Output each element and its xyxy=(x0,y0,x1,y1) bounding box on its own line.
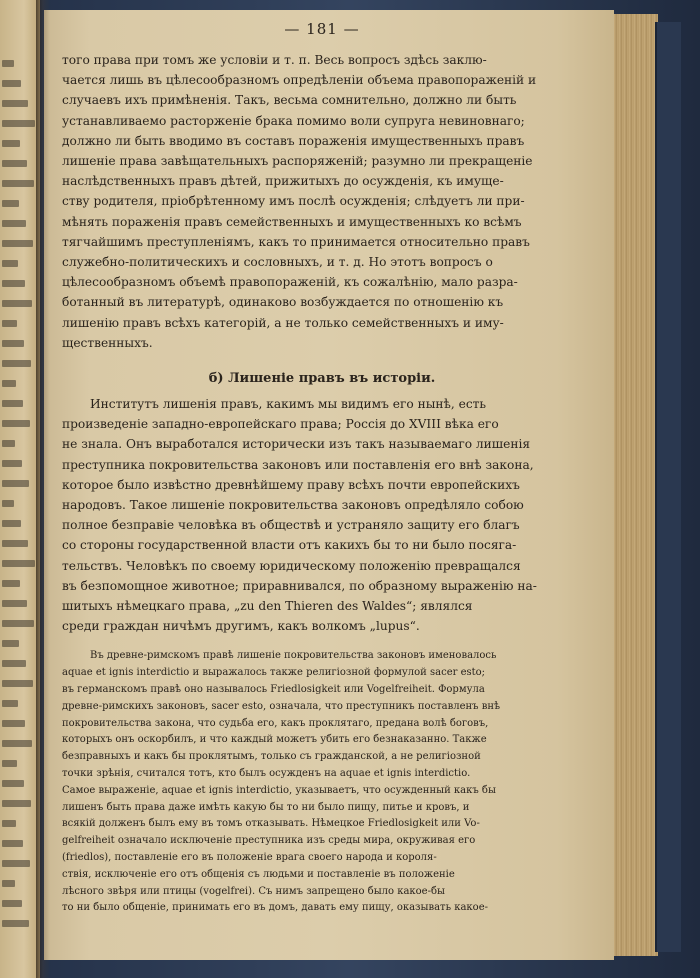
left-page-text-fragment xyxy=(2,320,17,327)
footnote-line: всякій долженъ былъ ему въ томъ отказывать. Нѣмецкое Friedlosigkeit или Vo- xyxy=(62,818,480,830)
left-page-text-fragment xyxy=(2,200,19,207)
left-page-text-fragment xyxy=(2,740,32,747)
left-page-text-fragment xyxy=(2,920,29,927)
left-page-text-fragment xyxy=(2,180,34,187)
para2-line: въ безпомощное животное; приравнивался, по образному выраженію на- xyxy=(62,578,537,593)
left-page-text-fragment xyxy=(2,360,31,367)
left-page-text-fragment xyxy=(2,600,27,607)
left-page-text-fragment xyxy=(2,280,25,287)
footnote-line: Самое выраженіе, aquae et ignis interdictio, указываетъ, что осужденный какъ бы xyxy=(62,784,496,796)
left-page-text-fragment xyxy=(2,540,28,547)
footnote-line: Въ древне-римскомъ правѣ лишеніе покровительства законовъ именовалось xyxy=(90,650,497,662)
left-page-text-fragment xyxy=(2,260,18,267)
para1-line: ботанный въ литературѣ, одинаково возбуждается по отношенію къ xyxy=(62,295,504,310)
footnote-line: въ германскомъ правѣ оно называлось Friedlosigkeit или Vogelfreiheit. Формула xyxy=(62,684,485,696)
left-page-text-fragment xyxy=(2,580,20,587)
left-page-text-fragment xyxy=(2,300,32,307)
left-page-text-fragment xyxy=(2,60,14,67)
left-page-text-fragment xyxy=(2,720,25,727)
left-page-text-fragment xyxy=(2,880,15,887)
footnote-line: покровительства закона, что судьба его, какъ проклятаго, предана волѣ боговъ, xyxy=(62,717,489,729)
section-heading: б) Лишеніе правъ въ исторіи. xyxy=(208,371,436,387)
footnote-line: которыхъ онъ оскорбилъ, и что каждый можетъ убить его безнаказанно. Также xyxy=(62,734,487,746)
para1-line: лишенію правъ всѣхъ категорій, а не только семейственныхъ и иму- xyxy=(62,315,504,330)
left-page-text-fragment xyxy=(2,680,33,687)
footnote-line: лѣсного звѣря или птицы (vogelfrei). Съ нимъ запрещено было какое-бы xyxy=(62,885,445,897)
footnote-line: (friedlos), поставленіе его въ положеніе врага своего народа и короля- xyxy=(62,852,437,864)
left-facing-page xyxy=(0,0,40,978)
left-page-text-fragment xyxy=(2,160,27,167)
left-page-text-fragment xyxy=(2,820,16,827)
left-page-text-fragment xyxy=(2,640,19,647)
book-cover-edge xyxy=(655,22,681,952)
left-page-text-fragment xyxy=(2,140,20,147)
left-page-text-fragment xyxy=(2,100,28,107)
left-page-text-fragment xyxy=(2,900,22,907)
footnote-line: точки зрѣнія, считался тотъ, кто былъ осужденъ на aquae et ignis interdictio. xyxy=(62,768,471,780)
left-page-text-fragment xyxy=(2,760,17,767)
left-page-text-fragment xyxy=(2,800,31,807)
para2-line: среди граждан ничѣмъ другимъ, какъ волкомъ „lupus“. xyxy=(62,619,420,634)
para2-line: которое было извѣстно древнѣйшему праву всѣхъ почти европейскихъ xyxy=(62,477,520,492)
para1-line: устанавливаемо расторженіе брака помимо воли супруга невиновнаго; xyxy=(62,113,525,128)
footnote-line: то ни было общеніе, принимать его въ домъ, давать ему пищу, оказывать какое- xyxy=(62,902,488,914)
para2-line: тельствъ. Человѣкъ по своему юридическому положенію превращался xyxy=(62,558,521,573)
footnote-line: ствія, исключеніе его отъ общенія съ людьми и поставленіе въ положеніе xyxy=(62,868,455,880)
left-page-text-fragment xyxy=(2,340,24,347)
para1-line: должно ли быть вводимо въ составъ пораженія имущественныхъ правъ xyxy=(62,133,525,148)
left-page-text-fragment xyxy=(2,700,18,707)
left-page-text-fragment xyxy=(2,780,24,787)
left-page-text-fragment xyxy=(2,80,21,87)
footnote-line: древне-римскихъ законовъ, sacer esto, означала, что преступникъ поставленъ внѣ xyxy=(62,700,501,712)
para2-line: произведеніе западно-европейскаго права; Россія до XVIII вѣка его xyxy=(62,417,499,432)
para2-line: со стороны государственной власти отъ какихъ бы то ни было посяга- xyxy=(62,538,517,553)
para2-line: полное безправіе человѣка въ обществѣ и устраняло защиту его благъ xyxy=(62,518,520,533)
para1-line: чается лишь въ цѣлесообразномъ опредѣленіи объема правопораженій и xyxy=(62,73,537,88)
left-page-text-fragment xyxy=(2,520,21,527)
page-edge-stack xyxy=(608,14,658,956)
para2-line: не знала. Онъ выработался исторически изъ такъ называемаго лишенія xyxy=(62,437,531,452)
para1-line: ству родителя, пріобрѣтенному имъ послѣ осужденія; слѣдуетъ ли при- xyxy=(62,194,525,209)
left-page-text-fragment xyxy=(2,480,29,487)
left-page-text-fragment xyxy=(2,560,35,567)
left-page-text-fragment xyxy=(2,120,35,127)
page-content xyxy=(62,20,582,917)
left-page-text-fragment xyxy=(2,440,15,447)
para1-line: наслѣдственныхъ правъ дѣтей, прижитыхъ до осужденія, къ имуще- xyxy=(62,174,504,189)
para2-line: народовъ. Такое лишеніе покровительства законовъ опредѣляло собою xyxy=(62,498,524,513)
para1-line: того права при томъ же условіи и т. п. Весь вопросъ здѣсь заклю- xyxy=(62,53,487,67)
para1-line: мѣнять пораженія правъ семейственныхъ и имущественныхъ ко всѣмъ xyxy=(62,214,522,229)
footnote xyxy=(62,648,582,917)
para2-line: шитыхъ нѣмецкаго права, „zu den Thieren des Waldes“; являлся xyxy=(62,599,473,614)
left-page-text-fragment xyxy=(2,460,22,467)
para1-line: случаевъ ихъ примѣненія. Такъ, весьма сомнительно, должно ли быть xyxy=(62,93,517,108)
para1-line: тягчайшимъ преступленіямъ, какъ то принимается относительно правъ xyxy=(62,234,530,249)
para1-line: щественныхъ. xyxy=(62,335,153,350)
left-page-text-fragment xyxy=(2,240,33,247)
para2-line: Институтъ лишенія правъ, какимъ мы видимъ его нынѣ, есть xyxy=(90,397,487,412)
para2-line: преступника покровительства законовъ или поставленія его внѣ закона, xyxy=(62,457,534,472)
footnote-line: aquae et ignis interdictio и выражалось также религіозной формулой sacer esto; xyxy=(62,667,486,679)
left-page-text-fragment xyxy=(2,420,30,427)
para1-line: цѣлесообразномъ объемѣ правопораженій, къ сожалѣнію, мало разра- xyxy=(62,275,518,290)
left-page-text-fragment xyxy=(2,220,26,227)
para1-line: лишеніе права завѣщательныхъ распоряженій; разумно ли прекращеніе xyxy=(62,154,533,169)
left-page-text-fragment xyxy=(2,660,26,667)
left-page-text-fragment xyxy=(2,860,30,867)
para1-line: служебно-политическихъ и сословныхъ, и т. д. Но этотъ вопросъ о xyxy=(62,255,493,270)
left-page-text-fragment xyxy=(2,400,23,407)
footnote-line: gelfreiheit означало исключеніе преступника изъ среды мира, окруживая его xyxy=(62,835,476,847)
paragraph-2 xyxy=(62,394,582,636)
left-page-text-fragment xyxy=(2,840,23,847)
left-page-text-fragment xyxy=(2,620,34,627)
page-number: — 181 — xyxy=(284,20,360,38)
gutter-shadow xyxy=(36,0,50,978)
left-page-text-fragment xyxy=(2,380,16,387)
footnote-line: лишенъ быть права даже имѣть какую бы то ни было пищу, питье и кровъ, и xyxy=(62,801,470,813)
left-page-text-fragment xyxy=(2,500,14,507)
paragraph-1 xyxy=(62,50,582,353)
footnote-line: безправныхъ и какъ бы проклятымъ, только съ гражданской, а не религіозной xyxy=(62,751,481,763)
